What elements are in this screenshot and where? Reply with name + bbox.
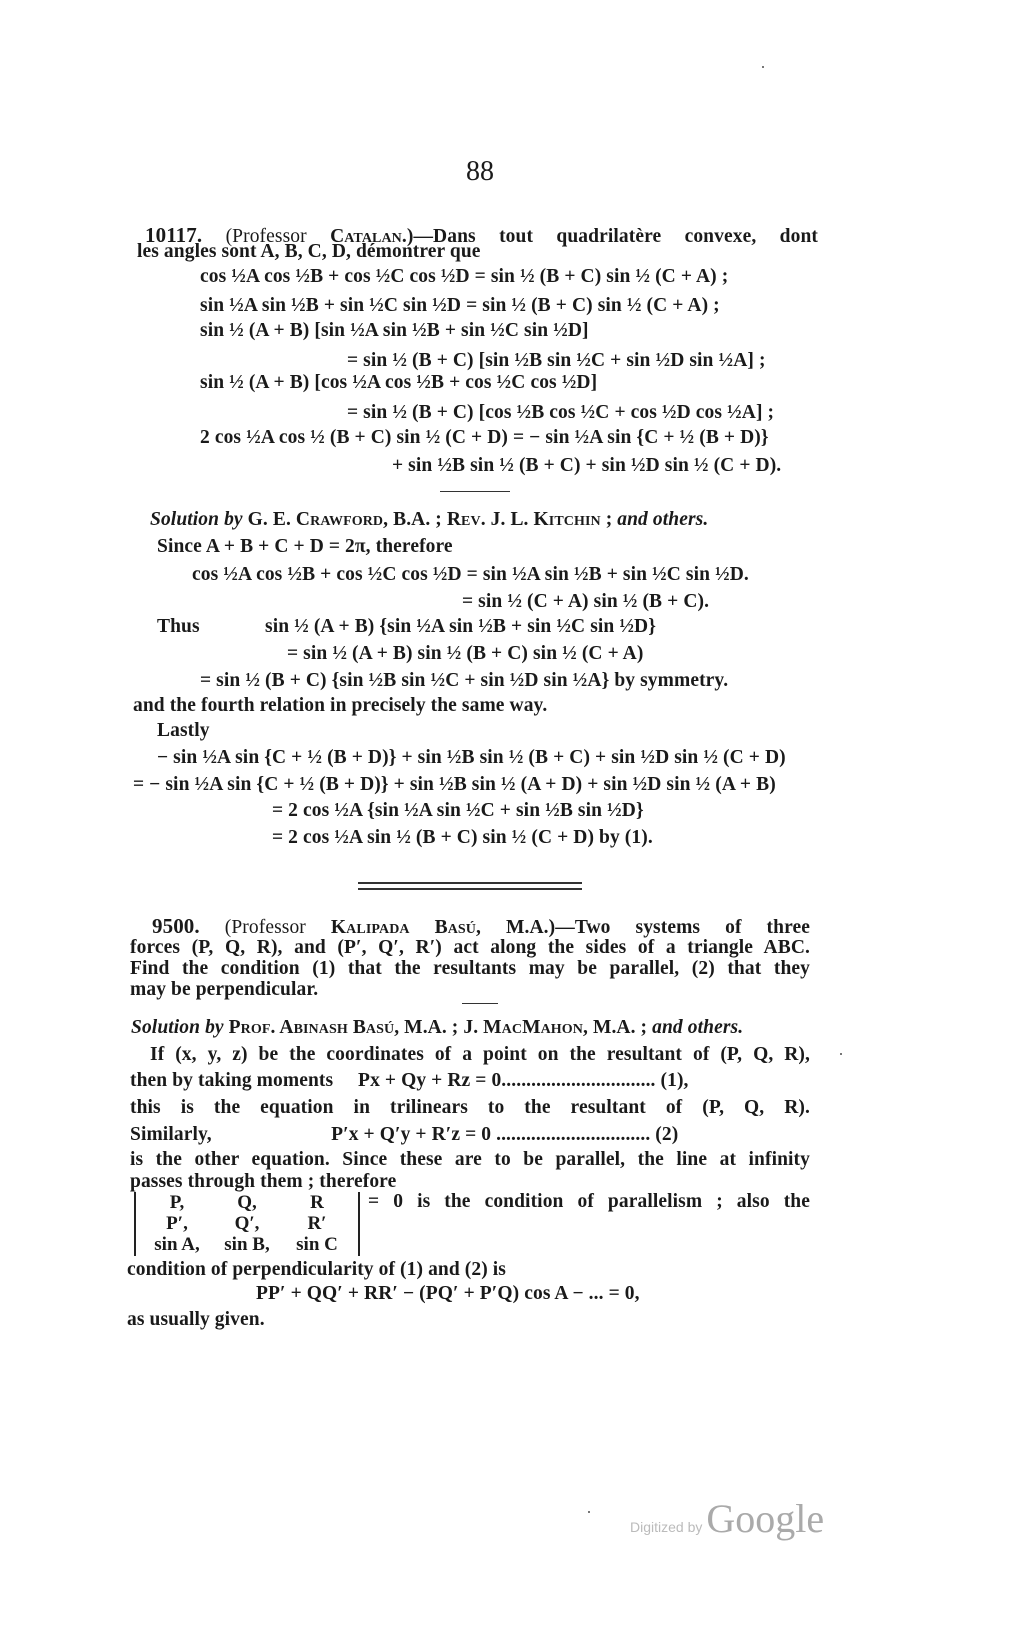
text-line: If (x, y, z) be the coordinates of a point on the resultant of (P, Q, R), [150, 1044, 810, 1065]
header-text: , M.A.)—Two systems of three [476, 917, 810, 938]
text-line: as usually given. [127, 1309, 265, 1330]
determinant-row [136, 1213, 358, 1234]
text-line: Since A + B + C + D = 2π, therefore [157, 536, 453, 557]
equation-line: cos ½A cos ½B + cos ½C cos ½D = sin ½ (B + C) sin ½ (C + A) ; [200, 266, 729, 287]
section-divider-bottom [358, 888, 582, 890]
solution-authors: G. E. Crawford, B.A. ; Rev. J. L. Kitchin ; [242, 509, 618, 530]
solution-by-label: Solution by [150, 509, 243, 530]
problem-number: 10117. [145, 223, 203, 247]
header-text: .)—Dans tout quadrilatère convexe, dont [401, 226, 818, 247]
equation-line: = 2 cos ½A sin ½ (B + C) sin ½ (C + D) by (1). [272, 827, 653, 848]
det-cell: P′, [166, 1213, 188, 1234]
text-line: passes through them ; therefore [130, 1171, 397, 1192]
equation-line: sin ½ (A + B) {sin ½A sin ½B + sin ½C sin ½D} [265, 616, 657, 637]
text-line: and the fourth relation in precisely the same way. [133, 695, 548, 716]
solution-byline [131, 1017, 743, 1039]
det-cell: R′ [307, 1213, 327, 1234]
det-cell: Q′, [234, 1213, 260, 1234]
solution-byline [150, 509, 708, 531]
det-cell: R [310, 1192, 324, 1213]
text-line: condition of perpendicularity of (1) and (2) is [127, 1259, 506, 1280]
text-line: Lastly [157, 720, 210, 741]
scan-speck [840, 1053, 842, 1055]
text-line: = 0 is the condition of parallelism ; also the [368, 1191, 810, 1212]
determinant-row [136, 1234, 358, 1255]
determinant-row [136, 1192, 358, 1213]
equation-line: + sin ½B sin ½ (B + C) + sin ½D sin ½ (C + D). [392, 455, 782, 476]
det-cell: P, [169, 1192, 185, 1213]
text-line: forces (P, Q, R), and (P′, Q′, R′) act along the sides of a triangle ABC. [130, 937, 810, 958]
equation-line: = − sin ½A sin {C + ½ (B + D)} + sin ½B sin ½ (A + D) + sin ½D sin ½ (A + B) [133, 774, 776, 795]
equation-line: sin ½A sin ½B + sin ½C sin ½D = sin ½ (B + C) sin ½ (C + A) ; [200, 295, 720, 316]
text-line: les angles sont A, B, C, D, démontrer que [137, 241, 481, 262]
equation-line: cos ½A cos ½B + cos ½C cos ½D = sin ½A sin ½B + sin ½C sin ½D. [192, 564, 749, 585]
equation-line: = sin ½ (B + C) [cos ½B cos ½C + cos ½D cos ½A] ; [347, 402, 775, 423]
and-others: and others. [617, 509, 709, 530]
digitized-label: Digitized by [630, 1519, 703, 1535]
text-line: this is the equation in trilinears to the resultant of (P, Q, R). [130, 1097, 810, 1118]
solution-by-label: Solution by [131, 1017, 224, 1038]
det-cell: sin A, [154, 1234, 200, 1255]
equation-line: = sin ½ (A + B) sin ½ (B + C) sin ½ (C + A) [287, 643, 644, 664]
author-prefix: (Professor [224, 917, 331, 938]
solution-authors: Prof. Abinash Basú, M.A. ; J. MacMahon, M.A. ; [223, 1017, 653, 1038]
equation-line: Similarly, P′x + Q′y + R′z = 0 ............................... (2) [130, 1124, 679, 1145]
google-logo: Google [706, 1496, 825, 1541]
det-cell: sin C [296, 1234, 338, 1255]
scan-speck [762, 66, 764, 68]
text-line: Find the condition (1) that the resultants may be parallel, (2) that they [130, 958, 810, 979]
divider [462, 1003, 498, 1004]
page-number: 88 [466, 156, 494, 187]
equation-line: 2 cos ½A cos ½ (B + C) sin ½ (C + D) = − sin ½A sin {C + ½ (B + D)} [200, 427, 769, 448]
author-name: Catalan [330, 226, 402, 247]
and-others: and others. [652, 1017, 744, 1038]
section-divider-top [358, 882, 582, 884]
problem-9500-header [152, 915, 810, 939]
det-cell: Q, [237, 1192, 257, 1213]
equation-line: sin ½ (A + B) [cos ½A cos ½B + cos ½C cos ½D] [200, 372, 598, 393]
text-line: may be perpendicular. [130, 979, 319, 1000]
digitized-by-google-watermark [630, 1495, 824, 1542]
equation-line: − sin ½A sin {C + ½ (B + D)} + sin ½B sin ½ (B + C) + sin ½D sin ½ (C + D) [157, 747, 786, 768]
equation-line: = sin ½ (C + A) sin ½ (B + C). [462, 591, 710, 612]
text-line: Thus [157, 616, 200, 637]
equation-line: PP′ + QQ′ + RR′ − (PQ′ + P′Q) cos A − ... = 0, [256, 1283, 640, 1304]
det-cell: sin B, [224, 1234, 270, 1255]
text-line: is the other equation. Since these are to be parallel, the line at infinity [130, 1149, 810, 1170]
determinant [134, 1192, 360, 1256]
equation-line: = sin ½ (B + C) {sin ½B sin ½C + sin ½D sin ½A} by symmetry. [200, 670, 729, 691]
author-name: Kalipada Basú [330, 917, 477, 938]
equation-line: = sin ½ (B + C) [sin ½B sin ½C + sin ½D sin ½A] ; [347, 350, 766, 371]
divider [440, 491, 510, 492]
author-prefix: (Professor [225, 226, 331, 247]
equation-line: sin ½ (A + B) [sin ½A sin ½B + sin ½C sin ½D] [200, 320, 589, 341]
problem-number: 9500. [152, 914, 200, 938]
scan-speck [588, 1511, 590, 1513]
equation-line: = 2 cos ½A {sin ½A sin ½C + sin ½B sin ½D} [272, 800, 644, 821]
equation-line: then by taking moments Px + Qy + Rz = 0............................... (1), [130, 1070, 689, 1091]
